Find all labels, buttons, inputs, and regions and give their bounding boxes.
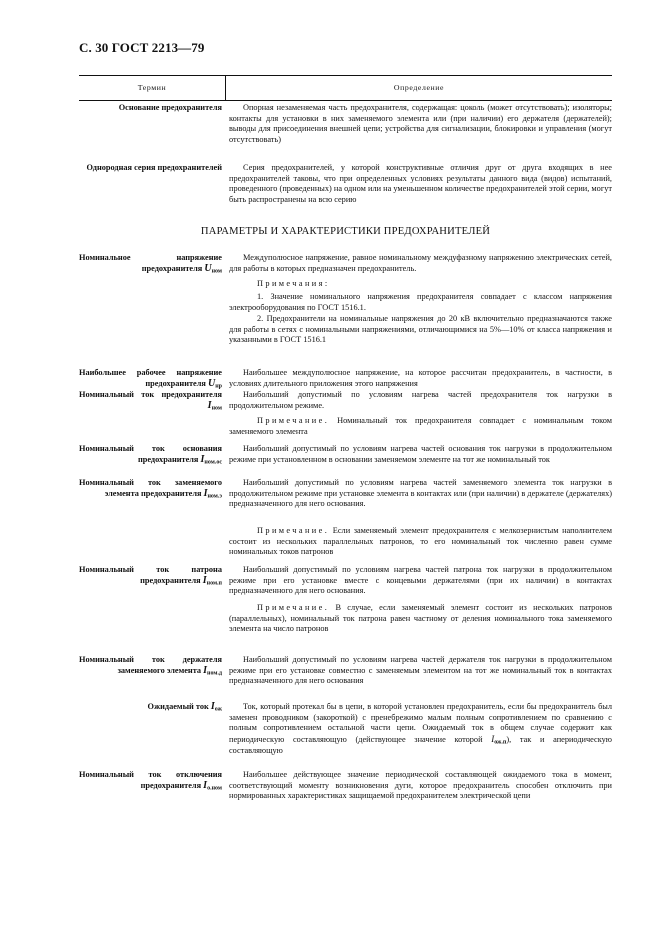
definition-holder-rated-current: Наибольший допустимый по условиям нагрева частей держателя ток нагрузки в продолжительном режиме при его установке совместно с заменяемым элементом на тот же номинальный ток в контактах предназначенного для него основания <box>229 655 612 686</box>
term-cartridge-rated-current: Номинальный ток патрона предохранителя $I_{ном.п}$ <box>79 565 222 587</box>
term-rated-current: Номинальный ток предохранителя $I_{ном}$ <box>79 390 222 412</box>
note-2-rated-voltage: 2. Предохранители на номинальные напряжения до 20 кВ включительно предназначаются также для работы в сетях с номинальными напряжениями, отличающимися на 5%—10% от класса напряжения и указанными в ГОСТ 1516.1 <box>229 314 612 345</box>
definition-fuse-base: Опорная незаменяемая часть предохранителя, содержащая: цоколь (может отсутствовать); изоляторы; контакты для установки в них заменяемого элемента или (при наличии) его держателя (держателей); выводы для присоединения внешней цепи; устройства для сигнализации, блокировки и управления (могут отсутствовать) <box>229 103 612 145</box>
term-rated-voltage: Номинальное напряжение предохранителя $U_{ном}$ <box>79 253 222 275</box>
term-holder-rated-current: Номинальный ток держателя заменяемого элемента $I_{ном.д}$ <box>79 655 222 677</box>
note-1-rated-voltage: 1. Значение номинального напряжения предохранителя совпадает с классом напряжения электрооборудования по ГОСТ 1516.1. <box>229 292 612 312</box>
term-homogeneous-series: Однородная серия предохранителей <box>86 163 222 172</box>
term-prospective-current: Ожидаемый ток $I_{ож}$ <box>147 701 222 713</box>
definition-base-rated-current: Наибольший допустимый по условиям нагрева частей основания ток нагрузки в продолжительном режиме при установленном в основании заменяемом элементе на тот же номинальный ток <box>229 444 612 464</box>
notes-label: Примечания: <box>257 279 330 288</box>
table-top-rule <box>79 75 612 76</box>
definition-prospective-current: Ток, который протекал бы в цепи, в которой установлен предохранитель, если бы предохранитель был заменен проводником (закороткой) с пренебрежимо малым полным сопротивлением по сравнению с полным сопротивлением остальной части цепи. Ожидаемый ток в общем случае содержит как периодическую составляющую (действующее значение которой $I_{ож.п}$), так и апериодическую составляющую <box>229 702 612 755</box>
definition-element-rated-current: Наибольший допустимый по условиям нагрева частей заменяемого элемента ток нагрузки в продолжительном режиме при установке элемента в контактах или (при наличии) в держателе (держателях) предназначенного для него основания. <box>229 478 613 509</box>
page-header: С. 30 ГОСТ 2213—79 <box>79 40 205 55</box>
column-header-term: Термин <box>137 83 167 92</box>
definition-cartridge-rated-current: Наибольший допустимый по условиям нагрева частей патрона ток нагрузки в продолжительном режиме при его установке вместе с концевыми держателями (при их наличии) в контактах предназначенного для него основания. <box>229 565 612 596</box>
term-element-rated-current: Номинальный ток заменяемого элемента предохранителя $I_{ном.э}$ <box>79 478 222 500</box>
definition-rated-voltage: Междуполюсное напряжение, равное номинальному междуфазному напряжению электрических сетей, для работы в которых предназначен предохранитель. <box>229 253 612 273</box>
term-base-rated-current: Номинальный ток основания предохранителя $I_{ном.ос}$ <box>79 444 222 466</box>
definition-max-operating-voltage: Наибольшее междуполюсное напряжение, на которое рассчитан предохранитель, в частности, в условиях длительного приложения этого напряжения <box>229 368 612 388</box>
section-title: ПАРАМЕТРЫ И ХАРАКТЕРИСТИКИ ПРЕДОХРАНИТЕЛЕЙ <box>200 226 491 237</box>
column-header-definition: Определение <box>393 83 445 92</box>
note-element-rated-current: Примечание. Если заменяемый элемент предохранителя с мелкозернистым наполнителем состоит из нескольких параллельных патронов, то его номинальный ток численно равен сумме номинальных токов патронов <box>229 526 612 557</box>
definition-rated-breaking-current: Наибольшее действующее значение периодической составляющей ожидаемого тока в момент, соответствующий моменту возникновения дуги, которое предохранитель способен отключить при нормированных характеристиках защищаемой предохранителем электрической цепи <box>229 770 612 801</box>
note-cartridge-rated-current: Примечание. В случае, если заменяемый элемент состоит из нескольких патронов (параллельных), номинальный ток патрона равен частному от деления номинального тока заменяемого элемента на число патронов <box>229 603 612 634</box>
term-max-operating-voltage: Наибольшее рабочее напряжение предохранителя $U_{нр}$ <box>79 368 222 390</box>
note-rated-current: Примечание. Номинальный ток предохранителя совпадает с номинальным током заменяемого элемента <box>229 416 613 436</box>
definition-homogeneous-series: Серия предохранителей, у которой конструктивные отличия друг от друга входящих в нее предохранителей таковы, что при определенных условиях результаты данного вида (видов) испытаний, проведенного (проведенных) на одном или на уменьшенном количестве предохранителей этой серии, могут быть распространены на всю серию <box>229 163 612 205</box>
term-fuse-base: Основание предохранителя <box>118 103 222 112</box>
definition-rated-current: Наибольший допустимый по условиям нагрева частей предохранителя ток нагрузки в продолжительном режиме. <box>229 390 612 410</box>
table-header-rule <box>79 100 612 101</box>
term-rated-breaking-current: Номинальный ток отключения предохранителя $I_{о.ном}$ <box>79 770 222 792</box>
